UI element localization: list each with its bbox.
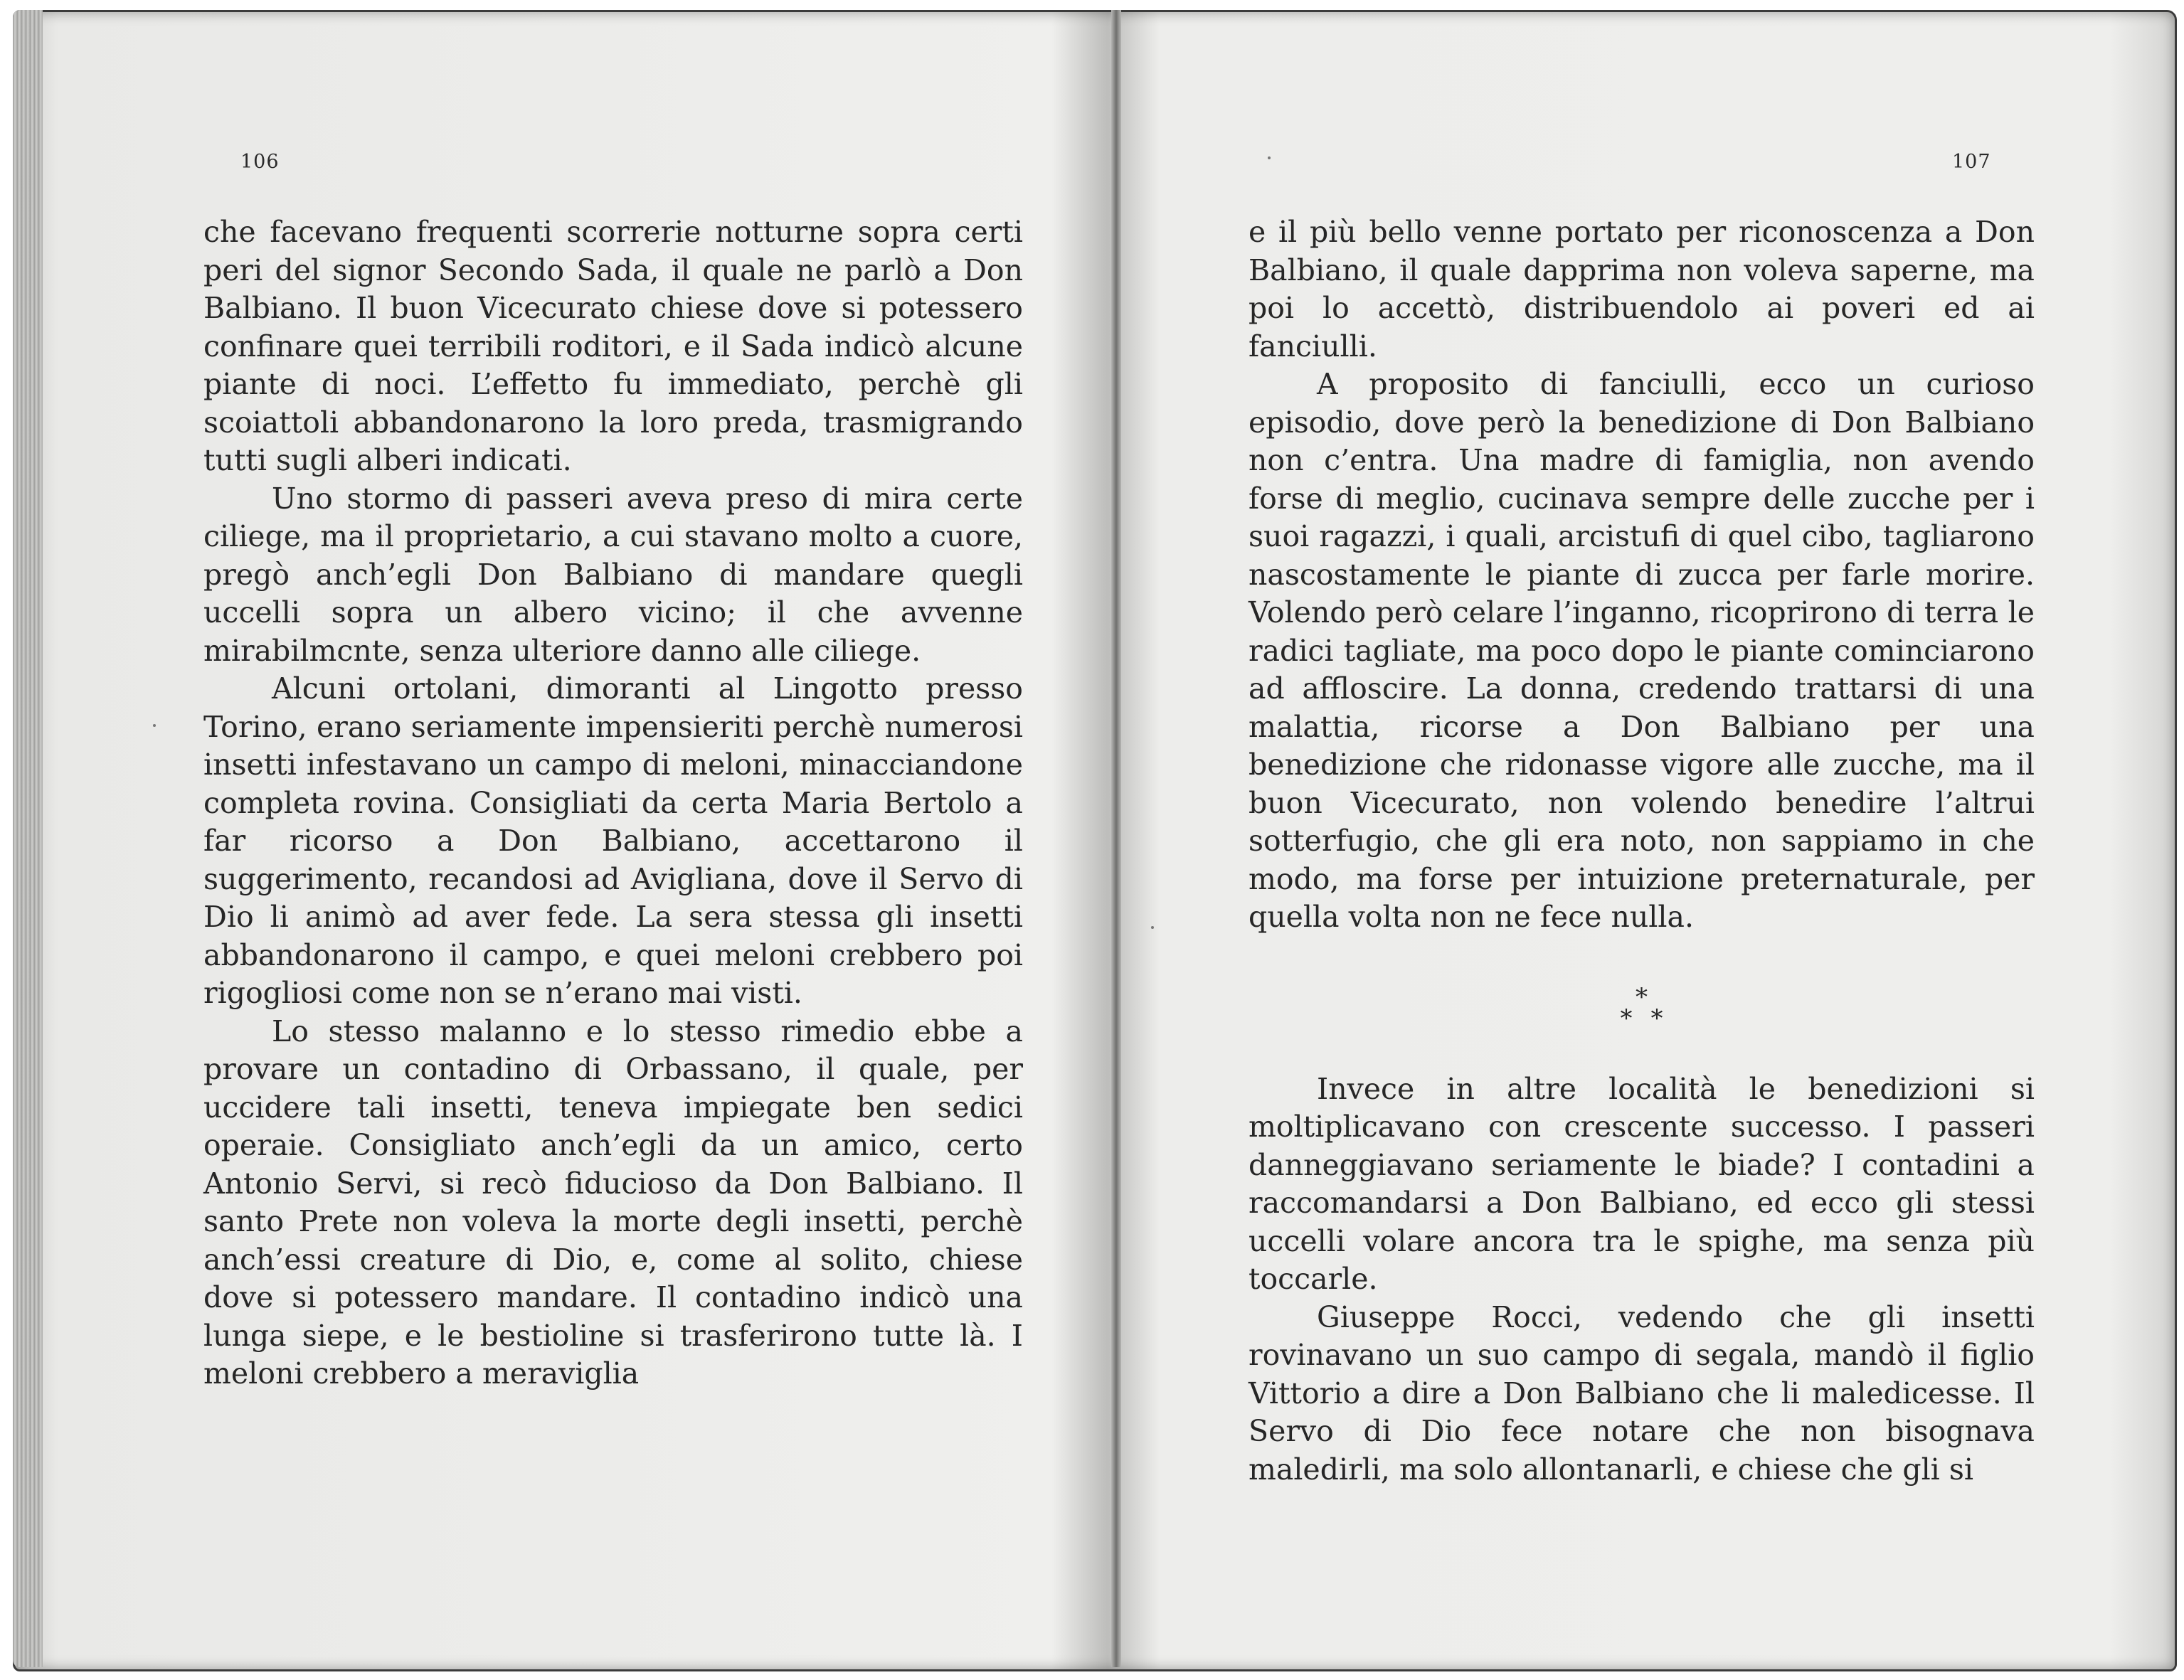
asterism-bottom: ** bbox=[1620, 1004, 1682, 1033]
page-number: 107 bbox=[1952, 151, 1991, 173]
paper-speck bbox=[153, 724, 156, 727]
paragraph: e il più bello venne portato per riconoscenza a Don Balbiano, il quale dapprima non voleva saperne, ma poi lo accettò, distribuendolo ai poveri ed ai fanciulli. bbox=[1249, 215, 2035, 363]
paper-speck bbox=[1151, 926, 1154, 929]
page-number: 106 bbox=[240, 151, 280, 173]
paragraph: che facevano frequenti scorrerie notturne sopra certi peri del signor Secondo Sada, il quale ne parlò a Don Balbiano. Il buon Vicecurato chiese dove si potessero confinare quei terribili roditori, e il Sada indicò alcune piante di noci. L’effetto fu immediato, perchè gli scoiattoli abbandonarono la loro preda, trasmigrando tutti sugli alberi indicati. bbox=[203, 215, 1023, 477]
paragraph: Uno stormo di passeri aveva preso di mira certe ciliege, ma il proprietario, a cui stavano molto a cuore, pregò anch’egli Don Balbiano di mandare quegli uccelli sopra un albero vicino; il che avvenne mirabilmcnte, senza ulteriore danno alle ciliege. bbox=[203, 481, 1023, 668]
section-break-asterism bbox=[1249, 982, 2035, 1033]
paragraph: Alcuni ortolani, dimoranti al Lingotto presso Torino, erano seriamente impensieriti perchè numerosi insetti infestavano un campo di meloni, minacciandone completa rovina. Consigliati da certa Maria Bertolo a far ricorso a Don Balbiano, accettarono il suggerimento, recandosi ad Avigliana, dove il Servo di Dio li animò ad aver fede. La sera stessa gli insetti abbandonarono il campo, e quei meloni crebbero poi rigogliosi come non se n’erano mai visti. bbox=[203, 671, 1023, 1010]
right-page bbox=[1123, 10, 2168, 1667]
book-gutter bbox=[1111, 10, 1121, 1667]
left-page bbox=[43, 10, 1110, 1667]
page-edges bbox=[13, 10, 43, 1667]
left-page-text bbox=[203, 213, 1023, 1393]
paragraph: A proposito di fanciulli, ecco un curioso episodio, dove però la benedizione di Don Balbiano non c’entra. Una madre di famiglia, non avendo forse di meglio, cucinava sempre delle zucche per i suoi ragazzi, i quali, arcistufi di quel cibo, tagliarono nascostamente le piante di zucca per farle morire. Volendo però celare l’inganno, ricoprirono di terra le radici tagliate, ma poco dopo le piante cominciarono ad affloscire. La donna, credendo trattarsi di una malattia, ricorse a Don Balbiano per una benedizione che ridonasse vigore alle zucche, ma il buon Vicecurato, non volendo benedire l’altrui sotterfugio, che gli era noto, non sappiamo in che modo, ma forse per intuizione preternaturale, per quella volta non ne fece nulla. bbox=[1249, 367, 2035, 934]
paragraph: Invece in altre località le benedizioni si moltiplicavano con crescente successo. I passeri danneggiavano seriamente le biade? I contadini a raccomandarsi a Don Balbiano, ed ecco gli stessi uccelli volare ancora tra le spighe, ma senza più toccarle. bbox=[1249, 1071, 2035, 1296]
paragraph: Lo stesso malanno e lo stesso rimedio ebbe a provare un contadino di Orbassano, il quale, per uccidere tali insetti, teneva impiegate ben sedici operaie. Consigliato anch’egli da un amico, certo Antonio Servi, si recò fiducioso da Don Balbiano. Il santo Prete non voleva la morte degli insetti, perchè anch’essi creature di Dio, e, come al solito, chiese dove si potessero mandare. Il contadino indicò una lunga siepe, e le bestioline si trasferirono tutte là. I meloni crebbero a meraviglia bbox=[203, 1014, 1023, 1391]
asterism-top: * bbox=[1636, 982, 1648, 1011]
right-page-text bbox=[1249, 213, 2035, 1489]
paragraph: Giuseppe Rocci, vedendo che gli insetti rovinavano un suo campo di segala, mandò il figlio Vittorio a dire a Don Balbiano che li maledicesse. Il Servo di Dio fece notare che non bisognava maledirli, ma solo allontanarli, e chiese che gli si bbox=[1249, 1299, 2035, 1487]
paper-speck bbox=[1268, 156, 1271, 159]
